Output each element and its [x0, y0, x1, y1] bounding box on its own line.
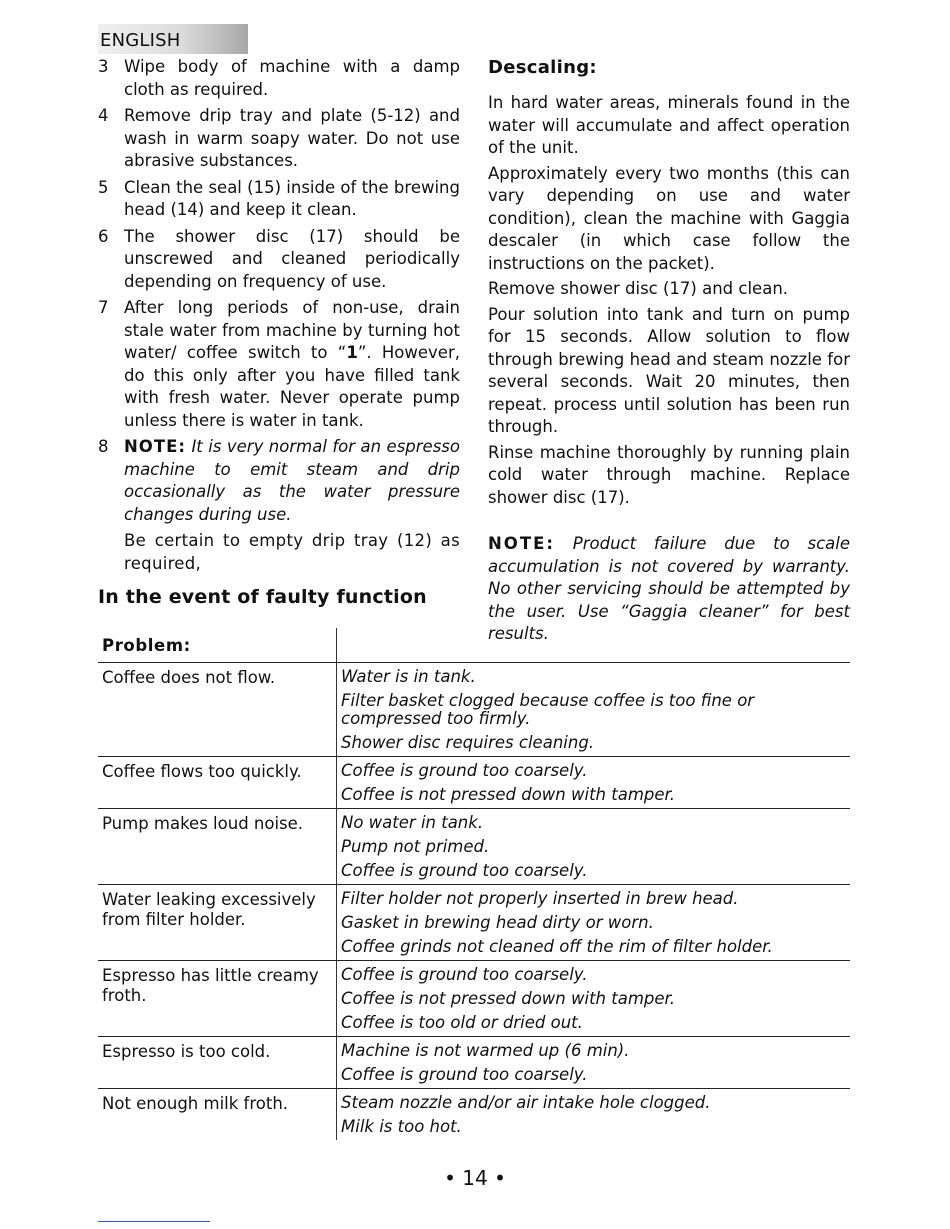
- problem-cell: Espresso is too cold.: [98, 1037, 337, 1089]
- item-text: The shower disc (17) should be unscrewed and cleaned periodically depending on frequency of use.: [124, 226, 460, 291]
- causes-cell: [337, 885, 851, 961]
- list-item: [98, 177, 460, 222]
- page-number: • 14 •: [444, 1166, 506, 1190]
- cause-item: Coffee is not pressed down with tamper.: [341, 989, 676, 1008]
- item-text: Clean the seal (15) inside of the brewing head (14) and keep it clean.: [124, 177, 460, 219]
- causes-cell: [337, 757, 851, 809]
- descaling-paragraph: In hard water areas, minerals found in the water will accumulate and affect operation of the unit.: [488, 93, 850, 157]
- cause-item: Coffee is too old or dried out.: [341, 1013, 583, 1032]
- problem-cell: Espresso has little creamy froth.: [98, 961, 337, 1037]
- note-label: NOTE:: [488, 534, 555, 553]
- cause-item: Steam nozzle and/or air intake hole clogged.: [341, 1093, 711, 1112]
- item-number: 4: [98, 106, 109, 125]
- list-item: [98, 297, 460, 432]
- note-item: [98, 436, 460, 526]
- table-row: [98, 809, 850, 885]
- note-label: NOTE:: [124, 437, 186, 456]
- item-number: 8: [98, 437, 109, 456]
- cause-item: Filter holder not properly inserted in brew head.: [341, 889, 739, 908]
- cause-item: Milk is too hot.: [341, 1117, 462, 1136]
- descaling-paragraph: Pour solution into tank and turn on pump for 15 seconds. Allow solution to flow through brewing head and steam nozzle for several seconds. Wait 20 minutes, then repeat. process until solution has been run through.: [488, 304, 850, 436]
- maintenance-list: [98, 56, 460, 575]
- table-row: [98, 1037, 850, 1089]
- causes-cell: [337, 1089, 851, 1141]
- descaling-paragraph: Remove shower disc (17) and clean.: [488, 279, 789, 298]
- causes-cell: [337, 961, 851, 1037]
- cause-item: No water in tank.: [341, 813, 484, 832]
- item-number: 5: [98, 177, 109, 197]
- switch-position: 1: [346, 343, 358, 362]
- problem-cell: Pump makes loud noise.: [98, 809, 337, 885]
- table-row: [98, 757, 850, 809]
- note-italic: Product failure due to scale accumulation is not covered by warranty. No other servicing should be attempted by the user. Use “Gaggia cleaner” for best results.: [488, 534, 850, 643]
- causes-cell: [337, 663, 851, 757]
- descaling-title: Descaling:: [488, 57, 597, 78]
- language-tab: ENGLISH: [98, 24, 248, 54]
- cause-item: Gasket in brewing head dirty or worn.: [341, 913, 654, 932]
- item-number: 3: [98, 57, 109, 76]
- cause-item: Pump not primed.: [341, 837, 490, 856]
- descaling-paragraph: Rinse machine thoroughly by running plain cold water through machine. Replace shower disc (17).: [488, 442, 850, 507]
- note-text: [124, 436, 460, 526]
- table-row: [98, 1089, 850, 1141]
- descaling-section: [488, 56, 850, 649]
- causes-header: [337, 628, 851, 663]
- descaling-paragraph: Approximately every two months (this can vary depending on use and water condition), clean the machine with Gaggia descaler (in which case follow the instructions on the packet).: [488, 163, 850, 273]
- item-text: Wipe body of machine with a damp cloth as required.: [124, 57, 460, 99]
- troubleshooting-table: [98, 628, 850, 1140]
- problem-header: Problem:: [98, 628, 337, 663]
- item-text-after: ”. However, do this only after you have filled tank with fresh water. Never operate pump unless there is water in tank.: [124, 343, 460, 430]
- cause-item: Coffee grinds not cleaned off the rim of filter holder.: [341, 937, 773, 956]
- note-continuation: Be certain to empty drip tray (12) as required,: [124, 531, 460, 573]
- note-italic: It is very normal for an espresso machine to emit steam and drip occasionally as the water pressure changes during use.: [124, 437, 460, 524]
- list-item: [98, 226, 460, 294]
- list-item: [98, 105, 460, 173]
- item-text: [124, 297, 460, 432]
- item-number: 7: [98, 298, 109, 317]
- problem-cell: Coffee flows too quickly.: [98, 757, 337, 809]
- cause-item: Shower disc requires cleaning.: [341, 733, 595, 752]
- cause-item: Coffee is ground too coarsely.: [341, 861, 588, 880]
- cause-item: Coffee is ground too coarsely.: [341, 761, 588, 780]
- cause-item: Water is in tank.: [341, 667, 476, 686]
- cause-item: Coffee is ground too coarsely.: [341, 1065, 588, 1084]
- cause-item: Machine is not warmed up (6 min).: [341, 1041, 630, 1060]
- table-row: [98, 663, 850, 757]
- cause-item: Coffee is ground too coarsely.: [341, 965, 588, 984]
- item-text: Remove drip tray and plate (5-12) and wash in warm soapy water. Do not use abrasive substances.: [124, 106, 460, 170]
- item-text-before: After long periods of non-use, drain stale water from machine by turning hot water/ coffee switch to “: [124, 298, 460, 362]
- table-header-row: [98, 628, 850, 663]
- causes-cell: [337, 1037, 851, 1089]
- cause-item: Filter basket clogged because coffee is too fine or compressed too firmly.: [341, 691, 755, 728]
- faults-title: In the event of faulty function: [98, 586, 427, 608]
- cause-item: Coffee is not pressed down with tamper.: [341, 785, 676, 804]
- item-number: 6: [98, 226, 109, 246]
- problem-cell: Not enough milk froth.: [98, 1089, 337, 1141]
- table-row: [98, 961, 850, 1037]
- footer-divider: [98, 1221, 210, 1222]
- causes-cell: [337, 809, 851, 885]
- list-item: [98, 56, 460, 101]
- table-row: [98, 885, 850, 961]
- problem-cell: Water leaking excessively from filter holder.: [98, 885, 337, 961]
- problem-cell: Coffee does not flow.: [98, 663, 337, 757]
